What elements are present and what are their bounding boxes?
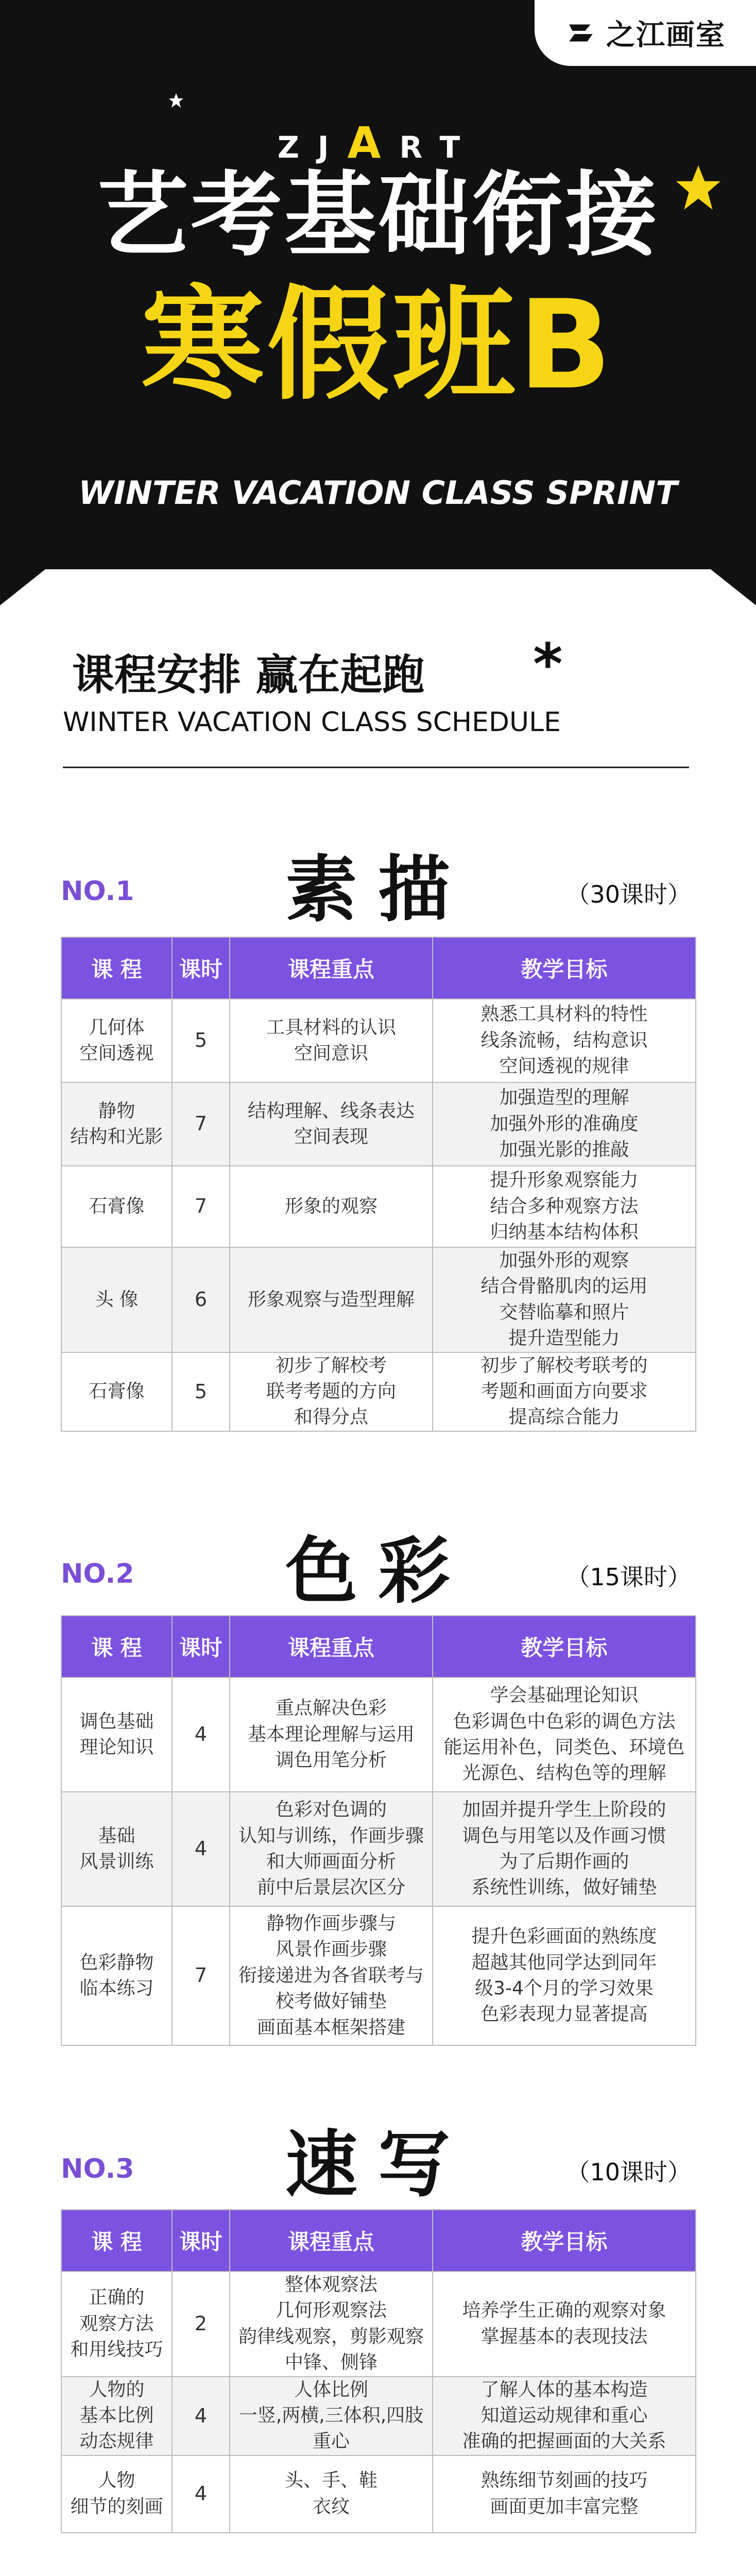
cell-goal [433, 1352, 696, 1431]
cell-goal [433, 2272, 696, 2377]
hero-subtitle-en: WINTER VACATION CLASS SPRINT [78, 474, 678, 512]
cell-goal-line: 提升色彩画面的熟练度 [471, 1926, 657, 1947]
hero-banner [0, 0, 756, 659]
brand-name: 之江画室 [606, 19, 726, 52]
section-number: NO.1 [61, 876, 134, 907]
cell-hours: 6 [172, 1247, 230, 1352]
course-table-color [61, 1615, 696, 2046]
cell-course-line: 理论知识 [79, 1737, 154, 1758]
cell-course [61, 1792, 172, 1906]
cell-goal [433, 1792, 696, 1906]
cell-goal [433, 1082, 696, 1166]
cell-course [61, 1906, 172, 2045]
cell-course [61, 1677, 172, 1792]
cell-course-line: 基础 [98, 1825, 135, 1846]
table-row [61, 999, 696, 1082]
cell-focus [230, 1677, 433, 1792]
cell-goal [433, 1166, 696, 1247]
cell-goal-line: 提高综合能力 [508, 1406, 620, 1428]
header-goal: 教学目标 [433, 1616, 696, 1677]
cell-goal-line: 加强光影的推敲 [499, 1139, 629, 1161]
cell-goal-line: 交替临摹和照片 [499, 1301, 629, 1323]
cell-course [61, 2455, 172, 2533]
cell-goal-line: 知道运动规律和重心 [480, 2404, 648, 2426]
header-course: 课 程 [61, 2210, 172, 2272]
cell-focus-line: 结构理解、线条表达 [247, 1100, 415, 1122]
cell-focus-line: 静物作画步骤与 [266, 1913, 396, 1935]
cell-goal-line: 加固并提升学生上阶段的 [462, 1799, 666, 1821]
section-hours: （30课时） [566, 880, 691, 908]
cell-course-line: 细节的刻画 [70, 2496, 163, 2517]
star-icon [675, 164, 722, 211]
section-title: 速写 [285, 2123, 471, 2207]
divider [63, 767, 689, 768]
cell-hours: 5 [172, 999, 230, 1082]
cell-hours: 4 [172, 1792, 230, 1906]
asterisk-icon: * [533, 631, 563, 697]
cell-focus [230, 2377, 433, 2455]
cell-goal-line: 培养学生正确的观察对象 [462, 2300, 666, 2321]
cell-goal-line: 结合骨骼肌肉的运用 [480, 1276, 648, 1297]
table-row [61, 1792, 696, 1906]
cell-goal-line: 为了后期作画的 [499, 1851, 629, 1872]
section-title: 素描 [285, 848, 471, 932]
cell-focus-line: 风景作画步骤 [275, 1939, 387, 1960]
header-focus: 课程重点 [230, 1616, 433, 1677]
table-row [61, 2455, 696, 2533]
cell-course [61, 999, 172, 1082]
cell-focus-line: 初步了解校考 [275, 1354, 387, 1376]
cell-course-line: 头 像 [95, 1289, 139, 1310]
cell-goal-line: 加强造型的理解 [499, 1087, 629, 1109]
cell-course-line: 动态规律 [79, 2431, 154, 2452]
cell-focus-line: 人体比例 [294, 2379, 368, 2400]
schedule-title-en: WINTER VACATION CLASS SCHEDULE [63, 707, 561, 738]
cell-hours: 7 [172, 1906, 230, 2045]
cell-focus-line: 调色用笔分析 [275, 1750, 387, 1771]
cell-focus [230, 1352, 433, 1431]
cell-goal-line: 结合多种观察方法 [490, 1195, 639, 1217]
cell-goal-line: 色彩调色中色彩的调色方法 [453, 1710, 676, 1732]
section-number: NO.3 [61, 2154, 134, 2184]
cell-goal-line: 调色与用笔以及作画习惯 [462, 1825, 666, 1846]
cell-focus [230, 1166, 433, 1247]
cell-focus-line: 联考考题的方向 [266, 1380, 396, 1402]
cell-goal [433, 1247, 696, 1352]
cell-goal [433, 2455, 696, 2533]
cell-course-line: 正确的 [89, 2287, 145, 2309]
cell-focus-line: 衔接递进为各省联考与 [238, 1964, 424, 1986]
cell-focus [230, 999, 433, 1082]
cell-goal-line: 色彩表现力显著提高 [480, 2004, 648, 2025]
header-hours: 课时 [172, 1616, 230, 1677]
header-goal: 教学目标 [433, 2210, 696, 2272]
cell-goal-line: 光源色、结构色等的理解 [462, 1762, 666, 1784]
cell-course-line: 石膏像 [89, 1195, 145, 1217]
cell-focus-line: 和大师画面分析 [266, 1851, 396, 1872]
cell-focus [230, 1792, 433, 1906]
section-hours: （15课时） [566, 1563, 691, 1591]
table-row [61, 1247, 696, 1352]
cell-focus [230, 1247, 433, 1352]
cell-hours: 7 [172, 1082, 230, 1166]
cell-goal-line: 了解人体的基本构造 [480, 2379, 648, 2400]
header-focus: 课程重点 [230, 2210, 433, 2272]
header-focus: 课程重点 [230, 937, 433, 999]
hero-subtitle-cn: 寒假班B [141, 274, 615, 417]
cell-goal-line: 准确的把握画面的大关系 [462, 2431, 666, 2452]
cell-goal-line: 提升造型能力 [508, 1328, 620, 1349]
cell-focus-line: 中锋、侧锋 [284, 2352, 377, 2374]
cell-course-line: 和用线技巧 [70, 2338, 163, 2360]
cell-goal-line: 加强外形的观察 [499, 1250, 629, 1271]
cell-focus-line: 韵律线观察，剪影观察 [238, 2326, 424, 2347]
cell-hours: 5 [172, 1352, 230, 1431]
cell-goal-line: 加强外形的准确度 [490, 1113, 639, 1134]
zjart-gold-letter: A [347, 117, 400, 168]
header-hours: 课时 [172, 937, 230, 999]
cell-focus [230, 2455, 433, 2533]
section-number: NO.2 [61, 1558, 134, 1589]
cell-focus-line: 一竖,两横,三体积,四肢 [238, 2404, 424, 2426]
table-row [61, 2377, 696, 2455]
table-header-row [61, 2210, 696, 2272]
cell-course-line: 调色基础 [79, 1710, 154, 1732]
brand-tab [535, 0, 756, 66]
table-row [61, 1677, 696, 1792]
cell-goal-line: 初步了解校考联考的 [480, 1354, 648, 1376]
brand-logo-icon [565, 17, 597, 49]
table-row [61, 2272, 696, 2377]
zjart-wordmark [0, 117, 756, 168]
cell-goal [433, 2377, 696, 2455]
header-goal: 教学目标 [433, 937, 696, 999]
cell-focus-line: 整体观察法 [284, 2274, 377, 2295]
cell-goal-line: 考题和画面方向要求 [480, 1380, 648, 1402]
cell-course-line: 色彩静物 [79, 1952, 154, 1973]
cell-course-line: 临本练习 [79, 1978, 154, 1999]
cell-course-line: 静物 [98, 1100, 135, 1122]
table-row [61, 1906, 696, 2045]
header-course: 课 程 [61, 1616, 172, 1677]
cell-hours: 4 [172, 2455, 230, 2533]
cell-goal [433, 1677, 696, 1792]
star-icon [168, 93, 184, 108]
cell-focus [230, 1906, 433, 2045]
cell-focus-line: 空间表现 [294, 1126, 368, 1147]
section-hours: （10课时） [566, 2158, 691, 2186]
table-row [61, 1166, 696, 1247]
cell-goal-line: 掌握基本的表现技法 [480, 2326, 648, 2347]
cell-course-line: 石膏像 [89, 1380, 145, 1402]
cell-focus-line: 基本理论理解与运用 [247, 1723, 415, 1745]
cell-goal-line: 熟练细节刻画的技巧 [480, 2470, 648, 2492]
cell-focus-line: 色彩对色调的 [275, 1799, 387, 1821]
cell-goal-line: 级3-4个月的学习效果 [475, 1978, 654, 1999]
cell-focus-line: 形象的观察 [284, 1195, 377, 1217]
cell-focus-line: 空间意识 [294, 1043, 368, 1064]
cell-goal-line: 提升形象观察能力 [490, 1170, 639, 1191]
cell-focus [230, 2272, 433, 2377]
schedule-title: 课程安排 赢在起跑 [72, 651, 425, 700]
header-course: 课 程 [61, 937, 172, 999]
cell-focus-line: 工具材料的认识 [266, 1016, 396, 1038]
cell-course-line: 风景训练 [79, 1851, 154, 1872]
cell-course-line: 人物 [98, 2470, 135, 2492]
section-title: 色彩 [285, 1530, 471, 1614]
cell-goal-line: 系统性训练，做好铺垫 [471, 1877, 657, 1899]
course-table-sketching [61, 2209, 696, 2533]
cell-hours: 4 [172, 1677, 230, 1792]
cell-focus-line: 前中后景层次区分 [256, 1877, 405, 1899]
cell-focus-line: 画面基本框架搭建 [256, 2016, 405, 2038]
cell-course [61, 1247, 172, 1352]
cell-goal-line: 超越其他同学达到同年 [471, 1952, 657, 1973]
cell-goal-line: 空间透视的规律 [499, 1056, 629, 1077]
cell-goal [433, 1906, 696, 2045]
cell-focus-line: 形象观察与造型理解 [247, 1289, 415, 1310]
cell-course [61, 2272, 172, 2377]
cell-hours: 4 [172, 2377, 230, 2455]
cell-focus-line: 和得分点 [294, 1406, 368, 1428]
cell-focus-line: 衣纹 [312, 2496, 350, 2517]
table-row [61, 1352, 696, 1431]
cell-course-line: 几何体 [89, 1016, 145, 1038]
cell-focus [230, 1082, 433, 1166]
cell-course-line: 观察方法 [79, 2313, 154, 2334]
course-table-sketch [61, 937, 696, 1432]
cell-hours: 7 [172, 1166, 230, 1247]
cell-course [61, 2377, 172, 2455]
cell-course [61, 1352, 172, 1431]
cell-focus-line: 几何形观察法 [275, 2300, 387, 2321]
cell-focus-line: 头、手、鞋 [284, 2470, 377, 2492]
cell-goal [433, 999, 696, 1082]
cell-focus-line: 校考做好铺垫 [275, 1991, 387, 2012]
header-hours: 课时 [172, 2210, 230, 2272]
cell-focus-line: 重点解决色彩 [275, 1698, 387, 1719]
cell-course [61, 1166, 172, 1247]
cell-goal-line: 学会基础理论知识 [490, 1685, 639, 1706]
zjart-post: RT [399, 130, 479, 165]
cell-course-line: 基本比例 [79, 2404, 154, 2426]
cell-focus-line: 重心 [312, 2431, 350, 2452]
cell-hours: 2 [172, 2272, 230, 2377]
cell-goal-line: 画面更加丰富完整 [490, 2496, 639, 2517]
cell-goal-line: 能运用补色，同类色、环境色 [443, 1737, 685, 1758]
cell-goal-line: 线条流畅，结构意识 [480, 1029, 648, 1051]
table-row [61, 1082, 696, 1166]
cell-goal-line: 归纳基本结构体积 [490, 1222, 639, 1243]
zjart-pre: ZJ [277, 130, 348, 165]
cell-course [61, 1082, 172, 1166]
cell-course-line: 人物的 [89, 2379, 145, 2400]
cell-focus-line: 认知与训练，作画步骤 [238, 1825, 424, 1846]
cell-course-line: 结构和光影 [70, 1126, 163, 1147]
hero-title: 艺考基础衔接 [97, 162, 659, 268]
cell-course-line: 空间透视 [79, 1043, 154, 1064]
table-header-row [61, 1616, 696, 1677]
table-header-row [61, 937, 696, 999]
cell-goal-line: 熟悉工具材料的特性 [480, 1004, 648, 1025]
